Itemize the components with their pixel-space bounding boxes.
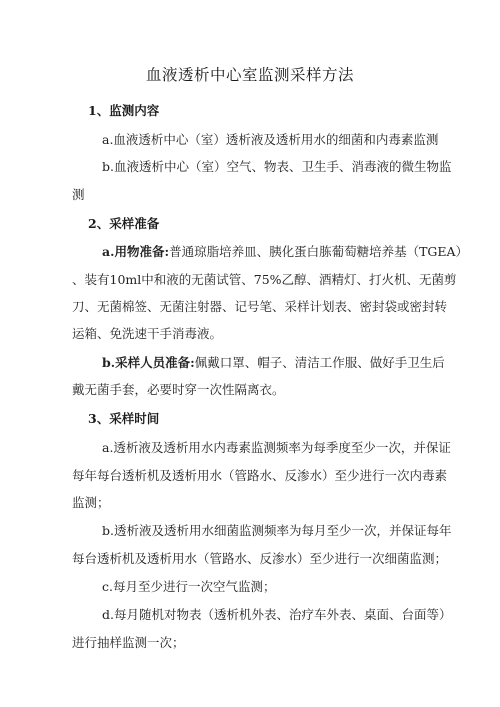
paragraph-line: b.透析液及透析用水细菌监测频率为每月至少一次，并保证每年 — [102, 523, 452, 538]
section-heading-3: 3、采样时间 — [88, 411, 160, 426]
inline-text: 普通琼脂培养皿、胰化蛋白胨葡萄糖培养基（TGEA） — [169, 244, 469, 259]
paragraph-line: 刀、无菌棉签、无菌注射器、记号笔、采样计划表、密封袋或密封转 — [72, 299, 448, 314]
document-title: 血液透析中心室监测采样方法 — [145, 66, 354, 84]
inline-text: 佩戴口罩、帽子、清洁工作服、做好手卫生后 — [194, 355, 445, 370]
inline-label: a.用物准备: — [102, 244, 170, 259]
paragraph-line: 测 — [72, 187, 85, 202]
section-heading-1: 1、监测内容 — [88, 103, 160, 118]
paragraph-line: c.每月至少进行一次空气监测； — [102, 579, 276, 594]
paragraph-line: 运箱、免洗速干手消毒液。 — [72, 326, 223, 341]
paragraph-line — [102, 242, 468, 260]
paragraph-line: 监测； — [72, 495, 110, 510]
paragraph-line: 每年每台透析机及透析用水（管路水、反渗水）至少进行一次内毒素 — [72, 468, 448, 483]
paragraph-line: 戴无菌手套，必要时穿一次性隔离衣。 — [72, 382, 285, 397]
paragraph-line: a.血液透析中心（室）透析液及透析用水的细菌和内毒素监测 — [102, 132, 439, 147]
section-heading-2: 2、采样准备 — [88, 216, 160, 231]
paragraph-line: d.每月随机对物表（透析机外表、治疗车外表、桌面、台面等） — [102, 607, 452, 622]
paragraph-line: 进行抽样监测一次； — [72, 635, 185, 650]
paragraph-line: a.透析液及透析用水内毒素监测频率为每季度至少一次，并保证 — [102, 440, 451, 455]
paragraph-line — [102, 353, 445, 371]
paragraph-line: b.血液透析中心（室）空气、物表、卫生手、消毒液的微生物监 — [102, 159, 452, 174]
paragraph-line: 、装有10ml中和液的无菌试管、75%乙醇、酒精灯、打火机、无菌剪 — [72, 272, 457, 287]
paragraph-line: 每台透析机及透析用水（管路水、反渗水）至少进行一次细菌监测； — [72, 551, 448, 566]
inline-label: b.采样人员准备: — [102, 355, 195, 370]
